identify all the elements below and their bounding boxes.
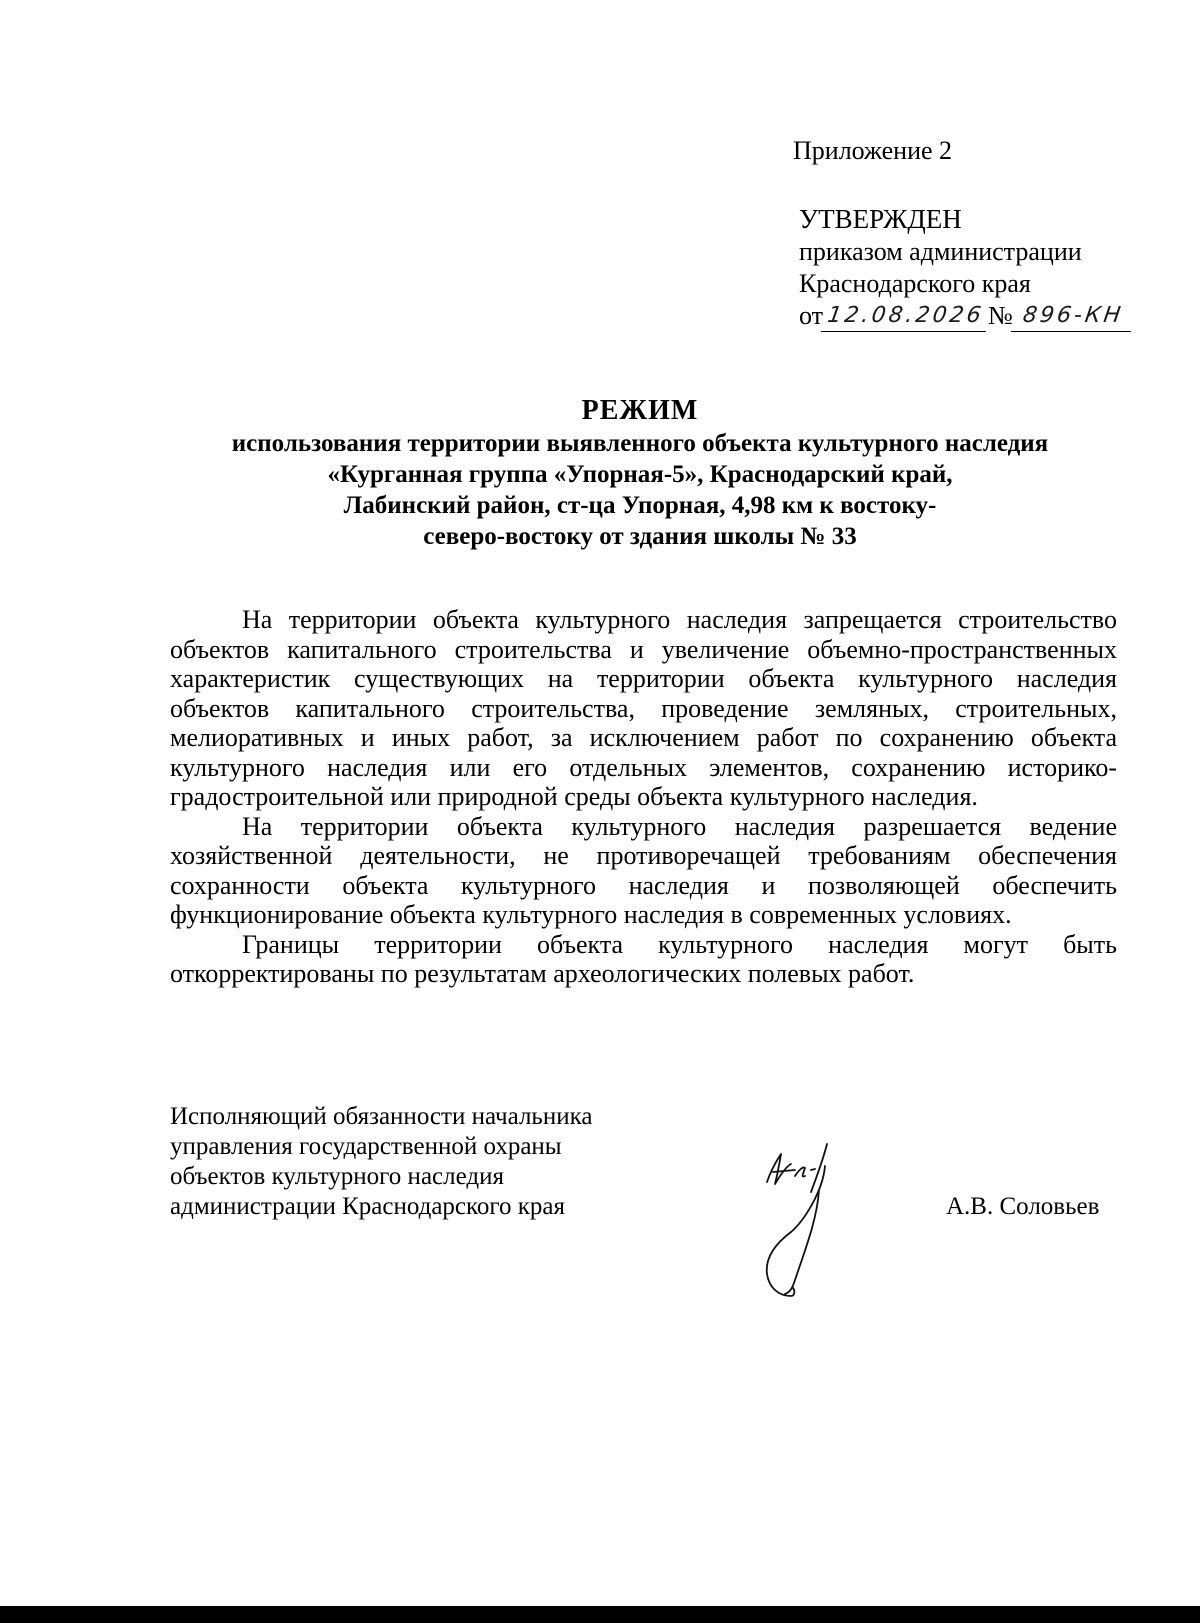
document-body	[170, 605, 1117, 989]
title-line-4: северо-востоку от здания школы № 33	[423, 523, 857, 550]
approval-block	[799, 203, 1133, 332]
body-paragraph-1: На территории объекта культурного наследия запрещается строительство объектов капитального строительства и увеличение объемно-пространственных характеристик существующих на территории объекта культурного наследия объектов капитального строительства, проведение земляных, строительных, мелиоративных и иных работ, за исключением работ по сохранению объекта культурного наследия или его отдельных элементов, сохранению историко-градостроительной или природной среды объекта культурного наследия.	[170, 605, 1117, 811]
date-prefix: от	[799, 301, 824, 330]
title-line-3: Лабинский район, ст-ца Упорная, 4,98 км к востоку-	[343, 492, 937, 519]
approval-stamp: УТВЕРЖДЕН	[799, 204, 962, 234]
document-title: РЕЖИМ	[581, 395, 699, 426]
document-title-block	[160, 395, 1120, 552]
number-prefix: №	[988, 301, 1013, 330]
appendix-label	[793, 136, 952, 166]
scan-edge-bar	[0, 1606, 1200, 1623]
approval-line-2: Краснодарского края	[799, 269, 1031, 298]
signer-role-line-3: объектов культурного наследия	[170, 1163, 504, 1190]
body-paragraph-2: На территории объекта культурного наследия разрешается ведение хозяйственной деятельности, не противоречащей требованиям обеспечения сохранности объекта культурного наследия и позволяющей обеспечить функционирование объекта культурного наследия в современных условиях.	[170, 811, 1117, 929]
signer-name	[946, 1192, 1099, 1222]
title-line-1: использования территории выявленного объекта культурного наследия	[231, 430, 1049, 457]
handwritten-signature	[745, 1140, 885, 1305]
approval-line-1: приказом администрации	[799, 237, 1082, 266]
signer-role-line-1: Исполняющий обязанности начальника	[170, 1103, 593, 1130]
appendix-text: Приложение 2	[793, 136, 953, 165]
signer-role-line-4: администрации Краснодарского края	[170, 1193, 566, 1220]
body-paragraph-3: Границы территории объекта культурного наследия могут быть откорректированы по результатам археологических полевых работ.	[170, 929, 1117, 988]
handwritten-number: 896-КН	[1011, 301, 1135, 332]
signer-name-text: А.В. Соловьев	[946, 1193, 1100, 1220]
signer-role-line-2: управления государственной охраны	[170, 1133, 562, 1160]
signer-position	[170, 1102, 592, 1222]
signature-icon	[745, 1140, 885, 1300]
title-line-2: «Курганная группа «Упорная-5», Краснодарский край,	[327, 461, 953, 488]
handwritten-date: 12.08.2026	[821, 301, 990, 332]
approval-date-line	[799, 300, 1133, 332]
